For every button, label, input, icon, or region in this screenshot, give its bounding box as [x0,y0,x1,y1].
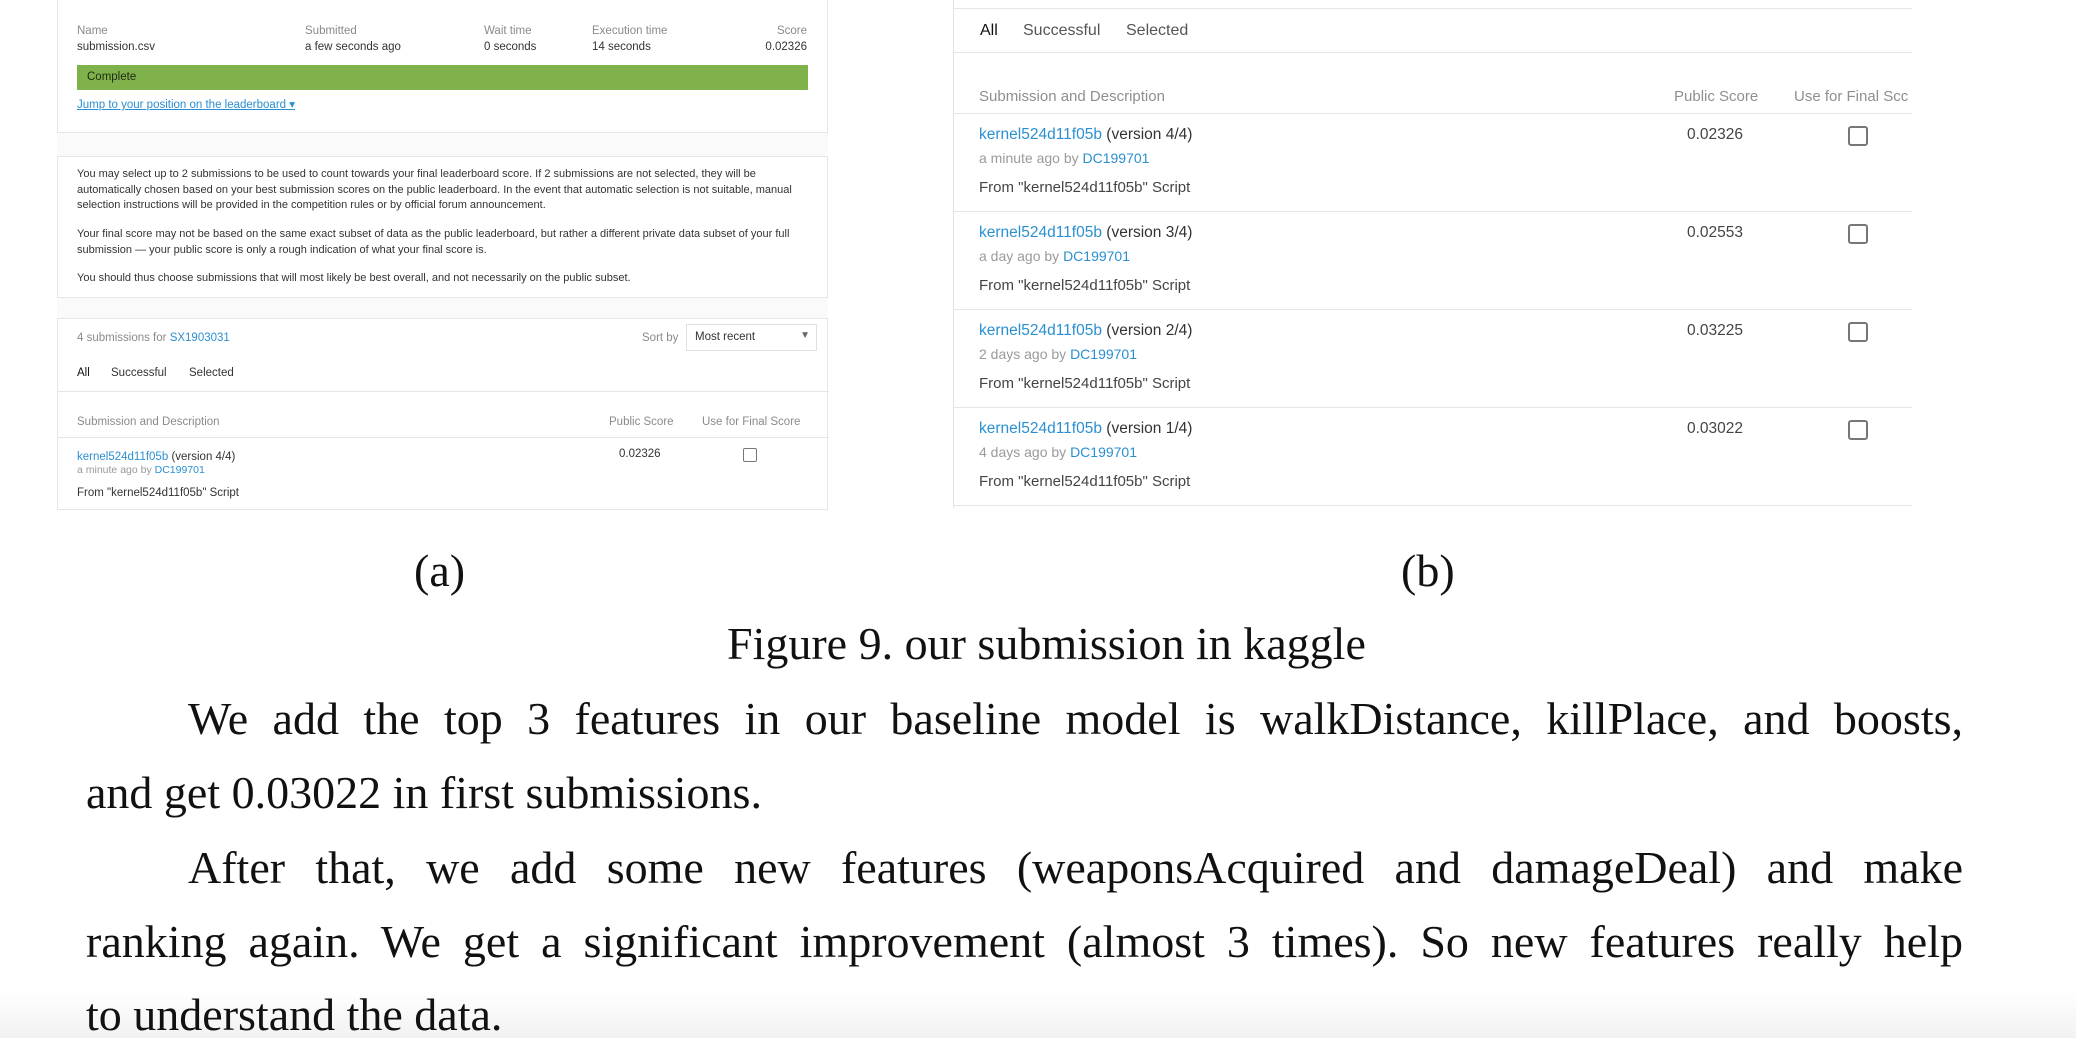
final-score-column-header: Use for Final Score [702,416,801,428]
author-link[interactable]: DC199701 [1070,444,1137,460]
kernel-link[interactable]: kernel524d11f05b [979,322,1102,339]
desc-column-header: Submission and Description [77,416,220,428]
author-link[interactable]: DC199701 [1063,248,1130,264]
sort-label: Sort by [642,332,679,344]
submissions-list-card [57,318,828,510]
tab-all[interactable]: All [980,22,998,39]
submitted-ago: a minute ago by [979,150,1079,166]
submission-summary-card [57,0,828,133]
screenshot-panel-a [57,0,828,508]
submitted-ago: 2 days ago by [979,346,1067,362]
final-score-column-header: Use for Final Scc [1794,88,1909,105]
author-link[interactable]: DC199701 [154,464,205,476]
divider [954,211,1912,212]
screenshot-panel-b [953,0,1912,508]
public-score: 0.02553 [1687,224,1744,241]
sort-select[interactable] [686,324,817,351]
submitted-ago: a minute ago by [77,464,152,476]
tab-all[interactable]: All [77,367,90,379]
submission-source: From "kernel524d11f05b" Script [979,277,1191,294]
use-for-final-checkbox[interactable] [1848,322,1868,342]
file-name: submission.csv [77,41,155,53]
version-label: (version 1/4) [1106,420,1193,437]
divider [58,391,829,392]
submission-title [77,451,235,463]
divider [954,309,1912,310]
divider [954,505,1912,506]
submission-title [979,224,1192,242]
wait-time-value: 0 seconds [484,41,537,53]
submission-title [979,420,1192,438]
submission-source: From "kernel524d11f05b" Script [979,473,1191,490]
tab-successful[interactable]: Successful [111,367,167,379]
author-link[interactable]: DC199701 [1082,150,1150,166]
submissions-count [77,332,230,344]
info-paragraph-advice: You should thus choose submissions that will most likely be best overall, and not necessarily on the public subset. [77,272,631,284]
submitted-header: Submitted [305,25,357,37]
submitted-ago: a day ago by [979,248,1060,264]
paragraph2-line1: After that, we add some new features (weaponsAcquired and damageDeal) and make [188,842,1963,893]
score-header: Score [776,25,807,37]
author-link[interactable]: DC199701 [1070,346,1137,362]
submission-meta [979,248,1130,264]
version-label: (version 3/4) [1106,224,1193,241]
submissions-count-prefix: 4 submissions for [77,332,167,344]
paragraph2-line2: ranking again. We get a significant improvement (almost 3 times). So new features really help [86,916,1963,967]
kernel-link[interactable]: kernel524d11f05b [979,126,1102,143]
sort-value: Most recent [695,331,756,343]
wait-time-header: Wait time [484,25,532,37]
info-paragraph-final-score: Your final score may not be based on the same exact subset of data as the public leaderboard, but rather a different private data subset of your full submission — your public score is only a rough indication of what your final score is. [77,228,790,256]
score-value: 0.02326 [765,41,807,53]
submission-source: From "kernel524d11f05b" Script [979,375,1191,392]
paragraph1-line2: and get 0.03022 in first submissions. [86,767,762,818]
version-label: (version 4/4) [1106,126,1193,143]
divider [954,8,1912,9]
submission-meta [77,464,205,476]
paragraph2-line3: to understand the data. [86,989,503,1040]
submission-meta [979,444,1137,460]
public-score-column-header: Public Score [1674,88,1759,105]
public-score-column-header: Public Score [609,416,674,428]
submission-meta [979,150,1149,166]
submission-source: From "kernel524d11f05b" Script [77,487,240,499]
use-for-final-checkbox[interactable] [743,448,757,462]
execution-time-value: 14 seconds [592,41,651,53]
jump-to-leaderboard-link[interactable]: Jump to your position on the leaderboard ▾ [77,99,296,111]
paragraph1-line1: We add the top 3 features in our baseline model is walkDistance, killPlace, and boosts, [188,693,1963,744]
subfigure-label-a: (a) [414,545,466,596]
info-paragraph-selection: You may select up to 2 submissions to be used to count towards your final leaderboard score. If 2 submissions are not selected, they will be automatically chosen based on your best submission scores on the public leaderboard. In the event that automatic selection is not suitable, manual selection instructions will be provided in the competition rules or by official forum announcement. [77,168,792,211]
use-for-final-checkbox[interactable] [1848,224,1868,244]
figure-caption: Figure 9. our submission in kaggle [727,618,1366,669]
tab-successful[interactable]: Successful [1023,22,1101,39]
desc-column-header: Submission and Description [979,88,1165,105]
public-score: 0.03022 [1687,420,1744,437]
divider [58,437,829,438]
tab-selected[interactable]: Selected [1126,22,1189,39]
submission-meta [979,346,1137,362]
submission-title [979,126,1192,144]
use-for-final-checkbox[interactable] [1848,420,1868,440]
divider [954,407,1912,408]
table-row [77,447,235,465]
divider [954,113,1912,114]
kernel-link[interactable]: kernel524d11f05b [979,420,1102,437]
use-for-final-checkbox[interactable] [1848,126,1868,146]
user-link[interactable]: SX1903031 [169,332,230,344]
kernel-link[interactable]: kernel524d11f05b [979,224,1102,241]
version-label: (version 2/4) [1106,322,1193,339]
submitted-value: a few seconds ago [305,41,401,53]
subfigure-label-b: (b) [1401,545,1455,596]
info-card [57,156,828,298]
chevron-down-icon: ▼ [800,330,810,341]
public-score: 0.02326 [619,448,661,460]
tab-selected[interactable]: Selected [189,367,234,379]
name-header: Name [77,25,108,37]
status-complete-bar: Complete [77,65,808,90]
execution-time-header: Execution time [592,25,668,37]
version-label: (version 4/4) [171,451,236,463]
kernel-link[interactable]: kernel524d11f05b [77,451,169,463]
submission-title [979,322,1192,340]
public-score: 0.03225 [1687,322,1744,339]
public-score: 0.02326 [1687,126,1744,143]
submitted-ago: 4 days ago by [979,444,1067,460]
submission-source: From "kernel524d11f05b" Script [979,179,1191,196]
divider [954,52,1912,53]
